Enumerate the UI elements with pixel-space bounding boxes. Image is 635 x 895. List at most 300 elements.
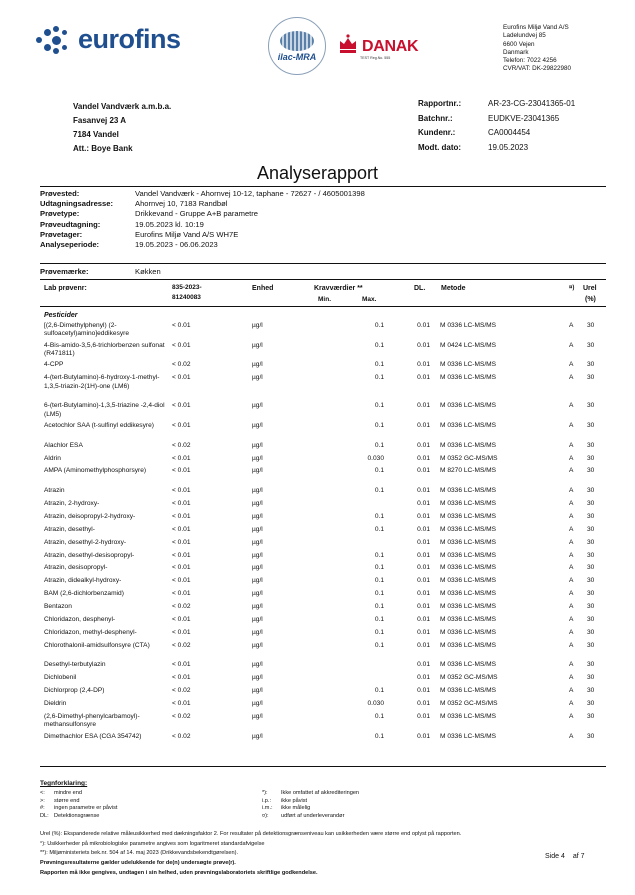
urel-value: 30 (587, 402, 595, 410)
urel-value: 30 (587, 467, 595, 475)
urel-value: 30 (587, 512, 595, 520)
unit-value: µg/l (252, 628, 263, 636)
table-row (40, 361, 606, 374)
accreditation-value: A (569, 674, 574, 682)
legend-title: Tegnforklaring: (40, 780, 88, 787)
unit-value: µg/l (252, 538, 263, 546)
unit-value: µg/l (252, 603, 263, 611)
method-value: M 0336 LC-MS/MS (440, 564, 497, 572)
unit-value: µg/l (252, 590, 263, 598)
table-row (40, 526, 606, 539)
detection-limit-value: 0.01 (417, 628, 430, 636)
unit-value: µg/l (252, 687, 263, 695)
eurofins-logo-text: eurofins (78, 24, 181, 54)
col-header-sample-id: 81240083 (172, 294, 201, 301)
urel-value: 30 (587, 551, 595, 559)
accreditation-value: A (569, 421, 574, 429)
urel-value: 30 (587, 374, 595, 382)
meta-key: Modt. dato: (418, 142, 462, 152)
accreditation-value: A (569, 616, 574, 624)
page-title: Analyserapport (256, 163, 379, 183)
footnotes (40, 830, 580, 879)
analyte-name: Chloridazon, desphenyl- (44, 616, 116, 624)
result-value: < 0.01 (172, 628, 191, 636)
result-value: < 0.01 (172, 500, 191, 507)
footnote: **): Miljøministeriets bek.nr. 504 af 14. maj 2023 (Drikkevandsbekendtgørelsen). (40, 850, 239, 857)
table-row (40, 467, 606, 487)
company-address (503, 24, 571, 74)
table-row (40, 513, 606, 526)
urel-value: 30 (587, 641, 595, 649)
legend-symbol: >: (40, 797, 45, 804)
detection-limit-value: 0.01 (417, 713, 430, 721)
detection-limit-value: 0.01 (417, 402, 430, 410)
urel-value: 30 (587, 341, 595, 349)
company-line: CVR/VAT: DK-29822980 (503, 65, 572, 73)
max-value: 0.1 (374, 564, 384, 572)
detection-limit-value: 0.01 (417, 361, 430, 369)
result-value: < 0.01 (172, 551, 191, 559)
analyte-name: Dichlobenil (44, 674, 77, 682)
max-value: 0.1 (374, 628, 384, 636)
info-key: Prøvested: (40, 189, 80, 198)
footnote-bold: Prøvningsresultaterne gælder udelukkende for de(n) undersøgte prøve(r). (40, 860, 236, 867)
analyte-name: Alachlor ESA (44, 441, 83, 449)
recipient-line: Fasanvej 23 A (73, 116, 127, 125)
unit-value: µg/l (252, 674, 263, 682)
accreditation-value: A (569, 441, 574, 449)
result-value: < 0.01 (172, 322, 191, 329)
col-header-sample-id: 835-2023- (172, 284, 202, 291)
accreditation-value: A (569, 454, 574, 462)
analyte-name: Chloridazon, methyl-desphenyl- (44, 628, 137, 636)
urel-value: 30 (587, 421, 595, 429)
page-current: 4 (560, 853, 565, 860)
accreditation-value: A (569, 590, 574, 598)
analyte-name: Dichlorprop (2,4-DP) (44, 687, 105, 695)
result-value: < 0.01 (172, 564, 191, 572)
method-value: M 0336 LC-MS/MS (440, 687, 497, 695)
company-line: Danmark (503, 48, 529, 56)
accreditation-value: A (569, 361, 574, 369)
section-title: Pesticider (44, 312, 78, 319)
table-row (40, 374, 606, 402)
legend-symbol: ¤): (262, 813, 269, 820)
detection-limit-value: 0.01 (417, 421, 430, 429)
info-value: Eurofins Miljø Vand A/S WH7E (135, 229, 239, 239)
recipient-line: Att.: Boye Bank (73, 144, 133, 153)
table-row (40, 674, 606, 687)
analyte-name: BAM (2,6-dichlorbenzamid) (44, 590, 124, 598)
detection-limit-value: 0.01 (417, 616, 430, 624)
method-value: M 0336 LC-MS/MS (440, 732, 497, 740)
analyte-name: AMPA (Aminomethylphosphorsyre) (44, 467, 147, 475)
detection-limit-value: 0.01 (417, 500, 430, 507)
legend-symbol: <: (40, 790, 45, 796)
urel-value: 30 (587, 487, 595, 495)
analyte-name: Atrazin, deisopropyl-2-hydroxy- (44, 512, 136, 520)
page-label: Side (545, 853, 560, 860)
urel-value: 30 (587, 700, 595, 708)
table-row (40, 487, 606, 500)
table-row (40, 539, 606, 552)
divider (40, 186, 606, 187)
crown-icon (337, 33, 359, 55)
table-row (40, 577, 606, 590)
col-header-urel: Urel (583, 285, 597, 292)
meta-value: 19.05.2023 (488, 142, 529, 152)
table-row (40, 455, 606, 468)
max-value: 0.1 (374, 467, 384, 475)
max-value: 0.1 (374, 487, 384, 495)
table-row (40, 342, 606, 362)
max-value: 0.1 (374, 441, 384, 449)
detection-limit-value: 0.01 (417, 661, 430, 669)
legend-text: mindre end (54, 790, 82, 796)
unit-value: µg/l (252, 454, 263, 462)
recipient-line: Vandel Vandværk a.m.b.a. (73, 102, 172, 111)
method-value: M 0336 LC-MS/MS (440, 616, 497, 624)
ilac-text: ilac-MRA (277, 51, 317, 62)
table-row (40, 322, 606, 342)
col-header-dl: DL. (414, 285, 426, 292)
table-row (40, 552, 606, 565)
table-row (40, 603, 606, 616)
unit-value: µg/l (252, 616, 263, 624)
sample-info (40, 189, 365, 250)
analyte-name: Desethyl-terbutylazin (44, 661, 106, 669)
meta-value: AR-23-CG-23041365-01 (488, 99, 576, 108)
analyte-name: Dieldrin (44, 700, 67, 708)
company-line: Ladelundvej 85 (503, 32, 546, 40)
analyte-name: Bentazon (44, 603, 72, 611)
analyte-name: Acetochlor SAA (t-sulfinyl eddikesyre) (44, 421, 154, 429)
accreditation-value: A (569, 603, 574, 611)
info-value: Vandel Vandværk - Ahornvej 10-12, taphane - 72627 - / 4605001398 (135, 189, 365, 198)
result-value: < 0.01 (172, 341, 191, 349)
report-meta (418, 97, 575, 155)
table-row (40, 642, 606, 662)
detection-limit-value: 0.01 (417, 551, 430, 559)
max-value: 0.030 (367, 454, 384, 462)
eurofins-dots-icon (34, 26, 74, 54)
method-value: M 0336 LC-MS/MS (440, 512, 497, 520)
unit-value: µg/l (252, 500, 263, 507)
unit-value: µg/l (252, 700, 263, 708)
company-line: 6600 Vejen (503, 40, 535, 48)
legend-symbol: i.p.: (262, 797, 272, 804)
danak-text: DANAK (362, 38, 419, 55)
urel-value: 30 (587, 322, 595, 329)
detection-limit-value: 0.01 (417, 577, 430, 585)
urel-value: 30 (587, 538, 595, 546)
unit-value: µg/l (252, 512, 263, 520)
method-value: M 0336 LC-MS/MS (440, 628, 497, 636)
unit-value: µg/l (252, 525, 263, 533)
method-value: M 0336 LC-MS/MS (440, 421, 497, 429)
info-key: Prøveudtagning: (40, 219, 101, 229)
urel-value: 30 (587, 674, 595, 682)
analyte-name: [(2,6-Dimethylphenyl) (2-sulfoacetyl)amino]eddikesyre (44, 322, 130, 338)
analyte-name: Atrazin, 2-hydroxy- (44, 500, 100, 507)
divider (40, 263, 606, 264)
accreditation-value: A (569, 577, 574, 585)
info-value: 19.05.2023 - 06.06.2023 (135, 240, 218, 250)
table-row (40, 500, 606, 513)
analyte-name: Atrazin, desisopropyl- (44, 564, 108, 572)
accreditation-value: A (569, 341, 574, 349)
method-value: M 0336 LC-MS/MS (440, 538, 497, 546)
unit-value: µg/l (252, 713, 263, 721)
max-value: 0.1 (374, 551, 384, 559)
urel-value: 30 (587, 732, 595, 740)
unit-value: µg/l (252, 732, 263, 740)
info-key: Prøvetype: (40, 209, 80, 219)
urel-value: 30 (587, 577, 595, 585)
accreditation-value: A (569, 487, 574, 495)
result-value: < 0.01 (172, 487, 191, 495)
detection-limit-value: 0.01 (417, 732, 430, 740)
method-value: M 0336 LC-MS/MS (440, 661, 497, 669)
divider (40, 279, 606, 280)
legend-right (262, 790, 359, 821)
result-value: < 0.01 (172, 525, 191, 533)
max-value: 0.1 (374, 361, 384, 369)
result-value: < 0.01 (172, 402, 191, 410)
detection-limit-value: 0.01 (417, 525, 430, 533)
analyte-name: Atrazin, desethyl- (44, 525, 95, 533)
max-value: 0.1 (374, 590, 384, 598)
method-value: M 0336 LC-MS/MS (440, 374, 497, 382)
footnote-bold: Rapporten må ikke gengives, undtagen i sin helhed, uden prøvningslaboratoriets skriftlige godkendelse. (40, 869, 318, 876)
legend-text: ikke påvist (281, 797, 308, 804)
meta-key: Kundenr.: (418, 128, 456, 137)
result-value: < 0.01 (172, 421, 191, 429)
detection-limit-value: 0.01 (417, 341, 430, 349)
method-value: M 0336 LC-MS/MS (440, 402, 497, 410)
col-header-min: Min. (318, 296, 331, 303)
urel-value: 30 (587, 564, 595, 572)
result-value: < 0.01 (172, 512, 191, 520)
meta-key: Rapportnr.: (418, 99, 462, 108)
accreditation-value: A (569, 322, 574, 329)
detection-limit-value: 0.01 (417, 441, 430, 449)
detection-limit-value: 0.01 (417, 538, 430, 546)
urel-value: 30 (587, 525, 595, 533)
unit-value: µg/l (252, 402, 263, 410)
accreditation-value: A (569, 512, 574, 520)
divider (40, 766, 606, 767)
results-table (40, 312, 606, 752)
analyte-name: Chlorothalonil-amidsulfonsyre (CTA) (44, 641, 150, 649)
max-value: 0.1 (374, 687, 384, 695)
urel-value: 30 (587, 454, 595, 462)
max-value: 0.1 (374, 512, 384, 520)
max-value: 0.1 (374, 341, 384, 349)
meta-value: CA0004454 (488, 128, 531, 137)
accreditation-value: A (569, 732, 574, 740)
accreditation-value: A (569, 661, 574, 669)
analyte-name: 4-CPP (44, 361, 64, 369)
footnote: °): Usikkerheder på mikrobiologiske parametre angives som logaritmeret standardafvigelse (40, 840, 265, 847)
legend-text: udført af underleverandør (281, 813, 345, 820)
analyte-name: Atrazin, desethyl-2-hydroxy- (44, 538, 127, 546)
col-header-name: Lab prøvenr: (44, 285, 87, 292)
legend-left (40, 790, 117, 821)
page-total: 7 (580, 853, 585, 860)
max-value: 0.1 (374, 616, 384, 624)
divider (40, 306, 606, 307)
urel-value: 30 (587, 661, 595, 669)
company-line: Telefon: 7022 4256 (503, 57, 557, 65)
method-value: M 0336 LC-MS/MS (440, 590, 497, 598)
meta-key: Batchnr.: (418, 113, 453, 123)
method-value: M 0336 LC-MS/MS (440, 361, 497, 369)
result-value: < 0.01 (172, 661, 191, 669)
danak-reg-no: TEST Reg.No. 555 (360, 56, 391, 60)
result-value: < 0.01 (172, 616, 191, 624)
method-value: M 0336 LC-MS/MS (440, 641, 497, 649)
info-key: Udtagningsadresse: (40, 199, 114, 209)
unit-value: µg/l (252, 487, 263, 495)
urel-value: 30 (587, 603, 595, 611)
unit-value: µg/l (252, 374, 263, 382)
footnote: Urel (%): Ekspanderede relative måleusikkerhed med dækningsfaktor 2. For resultater på detektionsgrænseniveau kan usikkerheden være større end oplyst på rapporten. (40, 831, 462, 837)
result-value: < 0.01 (172, 577, 191, 585)
detection-limit-value: 0.01 (417, 512, 430, 520)
globe-icon (280, 31, 314, 51)
danak-logo (337, 33, 418, 56)
col-header-max: Max. (362, 296, 377, 303)
urel-value: 30 (587, 590, 595, 598)
method-value: M 0336 LC-MS/MS (440, 713, 497, 721)
accreditation-value: A (569, 628, 574, 636)
result-value: < 0.02 (172, 603, 191, 611)
analyte-name: 4-(tert-Butylamino)-6-hydroxy-1-methyl-1,3,5-triazin-2(1H)-one (LM6) (44, 374, 160, 390)
table-row (40, 687, 606, 700)
method-value: M 0336 LC-MS/MS (440, 603, 497, 611)
unit-value: µg/l (252, 551, 263, 559)
recipient-line: 7184 Vandel (73, 130, 119, 139)
accreditation-value: A (569, 713, 574, 721)
table-row (40, 402, 606, 422)
col-header-urel-unit: (%) (585, 296, 596, 303)
unit-value: µg/l (252, 322, 263, 329)
legend-symbol: #: (40, 805, 45, 812)
unit-value: µg/l (252, 577, 263, 585)
result-value: < 0.01 (172, 590, 191, 598)
accreditation-value: A (569, 687, 574, 695)
info-value: Drikkevand - Gruppe A+B parametre (135, 209, 259, 219)
method-value: M 0336 LC-MS/MS (440, 441, 497, 449)
info-value: 19.05.2023 kl. 10:19 (135, 219, 204, 229)
max-value: 0.1 (374, 603, 384, 611)
method-value: M 0352 GC-MS/MS (440, 700, 498, 708)
eurofins-logo (34, 24, 181, 55)
method-value: M 0336 LC-MS/MS (440, 577, 497, 585)
page-of: af (572, 853, 579, 860)
page-number (545, 853, 585, 860)
method-value: M 0336 LC-MS/MS (440, 322, 497, 329)
result-value: < 0.01 (172, 674, 191, 682)
result-value: < 0.02 (172, 732, 191, 740)
accreditation-value: A (569, 700, 574, 708)
detection-limit-value: 0.01 (417, 564, 430, 572)
max-value: 0.1 (374, 525, 384, 533)
analyte-name: 6-(tert-Butylamino)-1,3,5-triazine -2,4-diol (LM5) (44, 402, 165, 418)
unit-value: µg/l (252, 421, 263, 429)
max-value: 0.1 (374, 374, 384, 382)
max-value: 0.1 (374, 732, 384, 740)
method-value: M 0352 GC-MS/MS (440, 454, 498, 462)
unit-value: µg/l (252, 467, 263, 475)
detection-limit-value: 0.01 (417, 641, 430, 649)
result-value: < 0.01 (172, 374, 191, 382)
legend-text: Ikke omfattet af akkrediteringen (281, 790, 360, 796)
unit-value: µg/l (252, 341, 263, 349)
result-value: < 0.02 (172, 713, 191, 721)
analyte-name: 4-Bis-amido-3,5,6-trichlorbenzen sulfonat (R471811) (44, 341, 165, 357)
accreditation-value: A (569, 564, 574, 572)
method-value: M 0352 GC-MS/MS (440, 674, 498, 682)
detection-limit-value: 0.01 (417, 674, 430, 682)
result-value: < 0.02 (172, 687, 191, 695)
analyte-name: Atrazin, didealkyl-hydroxy- (44, 577, 122, 585)
result-value: < 0.02 (172, 441, 191, 449)
legend-symbol: i.m.: (262, 805, 273, 812)
unit-value: µg/l (252, 441, 263, 449)
accreditation-value: A (569, 467, 574, 475)
unit-value: µg/l (252, 564, 263, 572)
method-value: M 0424 LC-MS/MS (440, 341, 497, 349)
detection-limit-value: 0.01 (417, 700, 430, 708)
detection-limit-value: 0.01 (417, 322, 430, 329)
legend-text: ikke målelig (281, 805, 311, 812)
table-row (40, 713, 606, 733)
max-value: 0.030 (367, 700, 384, 708)
recipient-address (73, 100, 171, 156)
table-row (40, 700, 606, 713)
info-value: Ahornvej 10, 7183 Randbøl (135, 199, 228, 209)
max-value: 0.1 (374, 641, 384, 649)
col-header-requirements: Kravværdier ** (314, 285, 363, 292)
meta-value: EUDKVE-23041365 (488, 113, 560, 123)
detection-limit-value: 0.01 (417, 687, 430, 695)
table-row (40, 629, 606, 642)
legend-symbol: *): (262, 790, 268, 796)
analyte-name: Dimethachlor ESA (CGA 354742) (44, 732, 142, 740)
col-header-unit: Enhed (252, 285, 274, 292)
table-row (40, 733, 606, 753)
detection-limit-value: 0.01 (417, 454, 430, 462)
sample-value: Køkken (135, 267, 161, 276)
urel-value: 30 (587, 441, 595, 449)
result-value: < 0.02 (172, 361, 191, 369)
detection-limit-value: 0.01 (417, 374, 430, 382)
result-value: < 0.01 (172, 538, 191, 546)
info-key: Analyseperiode: (40, 240, 100, 250)
max-value: 0.1 (374, 402, 384, 410)
detection-limit-value: 0.01 (417, 603, 430, 611)
analyte-name: Atrazin, desethyl-desisopropyl- (44, 551, 135, 559)
legend-symbol: DL: (40, 813, 49, 820)
unit-value: µg/l (252, 641, 263, 649)
sample-label-row (40, 267, 161, 276)
company-line: Eurofins Miljø Vand A/S (503, 24, 569, 31)
table-row (40, 590, 606, 603)
method-value: M 8270 LC-MS/MS (440, 467, 497, 475)
accreditation-value: A (569, 374, 574, 382)
